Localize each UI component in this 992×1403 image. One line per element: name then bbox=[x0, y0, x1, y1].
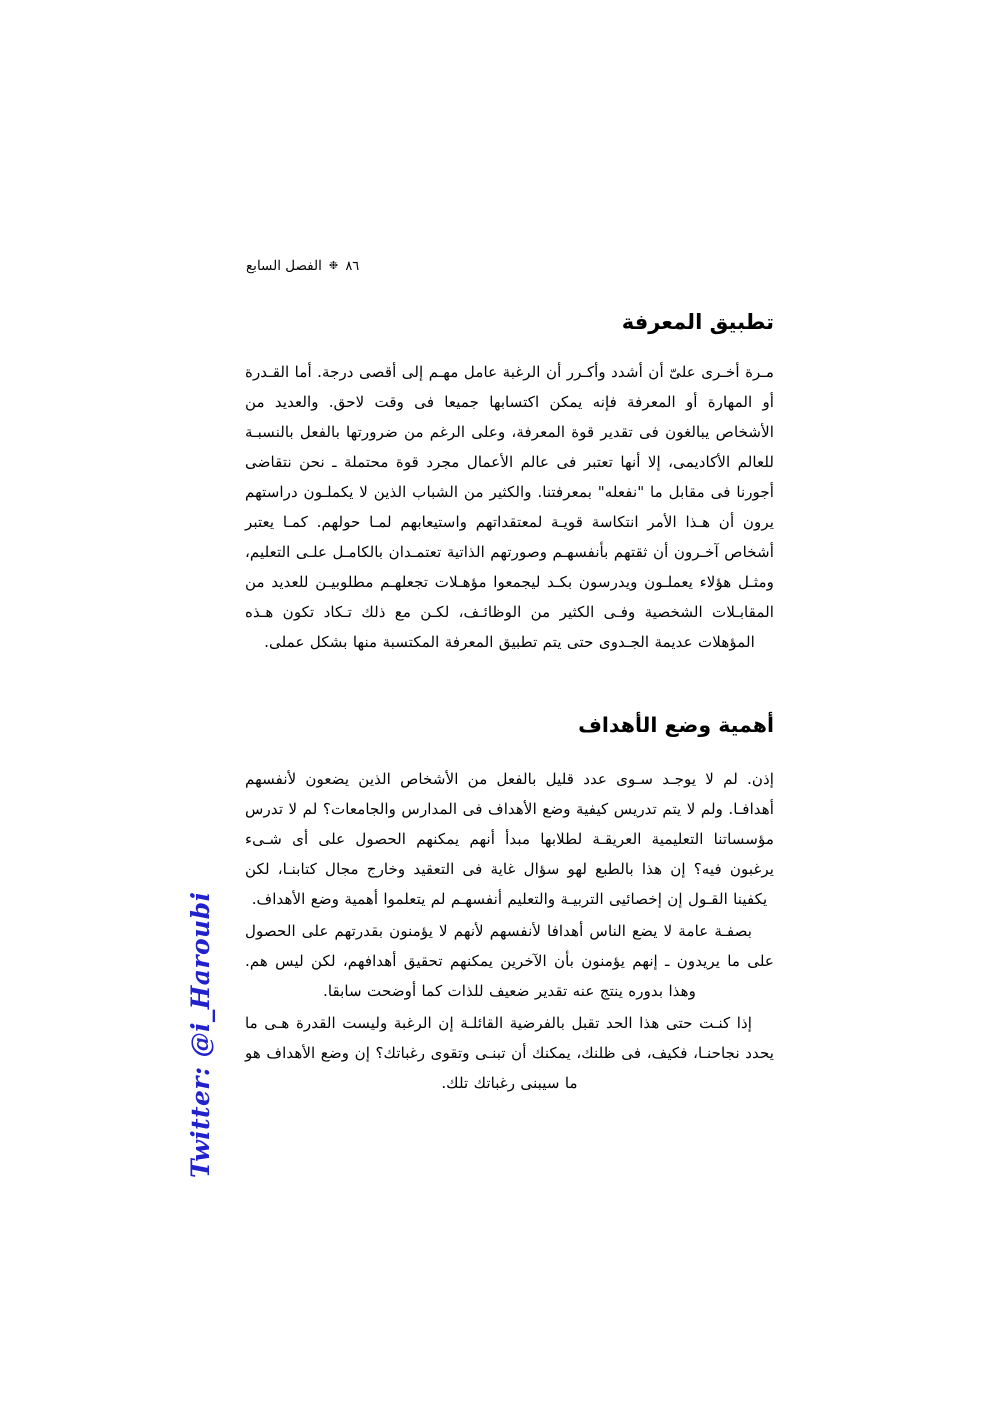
paragraph: مـرة أخـرى علىّ أن أشدد وأكـرر أن الرغبة عامل مهـم إلى أقصى درجة. أما القـدرة أو المهارة أو المعرفة فإنه يمكن اكتسابها جميعا فى وقت لاحق. والعديد من الأشخاص يبالغون فى تقدير قوة المعرفة، وعلى الرغم من ضرورتها بالفعل بالنسبـة للعالم الأكاديمى، إلا أنها تعتبر فى عالم الأعمال مجرد قوة محتملة ـ نحن نتقاضى أجورنا فى مقابل ما "نفعله" بمعرفتنا. والكثير من الشباب الذين لا يكملـون دراستهم يرون أن هـذا الأمر انتكاسة قويـة لمعتقداتهم واستيعابهم لمـا حولهم. كمـا يعتبر أشخاص آخـرون أن ثقتهم بأنفسهـم وصورتهم الذاتية تعتمـدان بالكامـل علـى التعليم، ومثـل هؤلاء يعملـون ويدرسون بكـد ليجمعوا مؤهـلات تجعلهـم مطلوبيـن للعديد من المقابـلات الشخصية وفـى الكثير من الوظائـف، لكـن مع ذلك تـكاد تكون هـذه المؤهلات عديمة الجـدوى حتى يتم تطبيق المعرفة المكتسبة منها بشكل عملى. bbox=[245, 363, 774, 652]
paragraph: إذن. لم لا يوجـد سـوى عدد قليل بالفعل من الأشخاص الذين يضعون لأنفسهم أهدافـا. ولم لا يتم تدريس كيفية وضع الأهداف فى المدارس والجامعات؟ لم لا تدرس مؤسساتنا التعليمية العريقـة لطلابها مبدأ أنهم يمكنهم الحصول على أى شـىء يرغبون فيه؟ إن هذا بالطبع لهو سؤال غاية فى التعقيد وخارج مجال كتابنـا، لكن يكفينا القـول إن إخصائيى التربيـة والتعليم أنفسهـم لم يتعلموا أهمية وضع الأهداف. bbox=[245, 769, 774, 908]
paragraph: إذا كنـت حتى هذا الحد تقبل بالفرضية القائلـة إن الرغبة وليست القدرة هـى ما يحدد نجاحنـا، فكيف، فى ظلنك، يمكنك أن تبنـى وتقوى رغباتك؟ إن وضع الأهداف هو ما سيبنى رغباتك تلك. bbox=[245, 1013, 774, 1092]
watermark-twitter-handle: Twitter: @i_Haroubi bbox=[186, 891, 215, 1178]
running-header-inner bbox=[246, 258, 359, 274]
running-header bbox=[245, 258, 774, 274]
section-heading-importance-of-goal-setting: أهمية وضع الأهداف bbox=[578, 713, 774, 738]
page-number: ٨٦ bbox=[345, 259, 360, 274]
section-body-applying-knowledge bbox=[245, 357, 774, 657]
section-heading-applying-knowledge: تطبيق المعرفة bbox=[621, 310, 774, 334]
paragraph: بصفـة عامة لا يضع الناس أهدافا لأنفسهم لأنهم لا يؤمنون بقدرتهم على الحصول على ما يريدون ـ إنهم يؤمنون بأن الآخرين يمكنهم تحقيق أهدافهم، لكن ليس هم. وهذا بدوره ينتج عنه تقدير ضعيف للذات كما أوضحت سابقا. bbox=[245, 921, 774, 1000]
chapter-label: الفصل السابع bbox=[246, 258, 322, 274]
page-content bbox=[245, 258, 774, 1098]
ornament-icon: ❉ bbox=[328, 259, 339, 272]
section-body-importance-of-goal-setting bbox=[245, 764, 774, 1098]
